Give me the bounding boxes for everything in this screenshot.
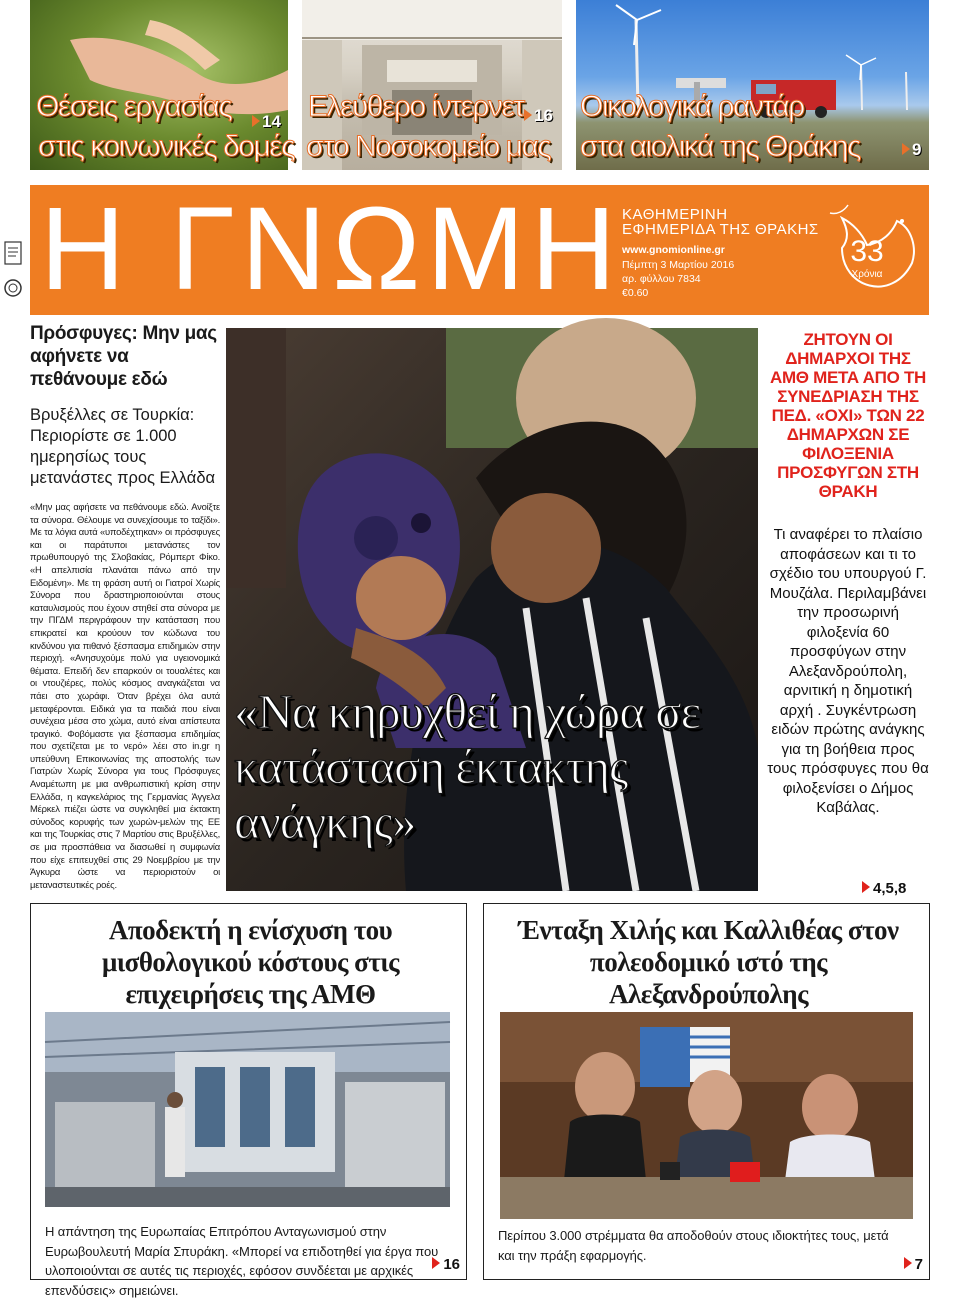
left-headline: Πρόσφυγες: Μην μας αφήνετε να πεθάνουμε εδώ	[30, 323, 217, 390]
tagline-1: ΚΑΘΗΜΕΡΙΝΗ	[622, 206, 728, 223]
urban-plan-page-ref[interactable]	[904, 1256, 923, 1273]
wages-page: 16	[443, 1256, 460, 1273]
page-arrow-icon	[904, 1257, 912, 1269]
bottom-article-wages[interactable]	[30, 903, 467, 1298]
right-pages-label: 4,5,8	[873, 880, 907, 897]
left-subhead: Βρυξέλλες σε Τουρκία: Περιορίστε σε 1.000 ημερησίως τους μετανάστες προς Ελλάδα	[30, 406, 216, 487]
anniversary-years: 33	[850, 235, 884, 268]
price: €0.60	[622, 287, 649, 299]
bottom-article-urban-plan[interactable]	[483, 903, 930, 1280]
anniversary-label: Χρόνια	[851, 269, 883, 280]
wages-summary: Η απάντηση της Ευρωπαίας Επιτρόπου Ανταγωνισμού στην Ευρωβουλευτή Μαρία Σπυράκη. «Μπορεί να επιδοτηθεί για έργα που υλοποιούνται σε αυτές τις περιοχές, εφόσον συνδέεται με αρχικές επενδύσεις» σημειώνει.	[45, 1224, 439, 1298]
right-headline: ΖΗΤΟΥΝ ΟΙ ΔΗΜΑΡΧΟΙ ΤΗΣ ΑΜΘ ΜΕΤΑ ΑΠΟ ΤΗ ΣΥΝΕΔΡΙΑΣΗ ΤΗΣ ΠΕΔ. «ΟΧΙ» ΤΩΝ 22 ΔΗΜΑΡΧΩΝ ΣΕ ΦΙΛΟΞΕΝΙΑ ΠΡΟΣΦΥΓΩΝ ΣΤΗ ΘΡΑΚΗ	[769, 330, 927, 501]
factory-photo	[45, 1012, 450, 1207]
page-arrow-icon	[432, 1257, 440, 1269]
website-link[interactable]: www.gnomionline.gr	[622, 244, 725, 256]
teaser-radar[interactable]	[576, 0, 929, 170]
teaser-line-2: στα αιολικά της Θράκης	[580, 130, 860, 163]
lead-story-photo[interactable]	[226, 328, 758, 891]
teaser-line-1: Οικολογικά ραντάρ	[580, 90, 804, 123]
tagline-2: ΕΦΗΜΕΡΙΔΑ ΤΗΣ ΘΡΑΚΗΣ	[622, 221, 819, 238]
teaser-internet[interactable]	[302, 0, 562, 170]
urban-plan-summary: Περίπου 3.000 στρέμματα θα αποδοθούν στους ιδιοκτήτες τους, μετά και την πράξη εφαρμογής.	[498, 1228, 889, 1263]
wages-page-ref[interactable]	[432, 1256, 460, 1273]
left-column-article[interactable]	[30, 322, 220, 891]
right-page-ref[interactable]	[862, 880, 906, 897]
press-conference-photo	[500, 1012, 913, 1219]
masthead-info	[622, 207, 819, 300]
right-column-article[interactable]	[766, 330, 930, 818]
issue-number: αρ. φύλλου 7834	[622, 273, 701, 285]
page-arrow-icon	[862, 881, 870, 893]
teaser-page: 9	[902, 140, 921, 160]
urban-plan-headline: Ένταξη Χιλής και Καλλιθέας στον πολεοδομικό ιστό της Αλεξανδρούπολης	[518, 915, 899, 1009]
right-body-text: Τι αναφέρει το πλαίσιο αποφάσεων και τι το σχέδιο του υπουργού Γ. Μουζάλα. Περιλαμβάνει την προσωρινή φιλοξενία 60 προσφύγων στην Αλεξανδρούπολη, αρνιτική η δημοτική αρχή . Συγκέντρωση ειδών πρώτης ανάγκης για τη βοήθεια προς τους πρόσφυγες που θα φιλοξενίσει ο Δήμος Καβάλας.	[767, 526, 929, 816]
wages-headline: Αποδεκτή η ενίσχυση του μισθολογικού κόστους στις επιχειρήσεις της ΑΜΘ	[101, 915, 400, 1009]
teaser-line-2: στο Νοσοκομείο μας	[306, 130, 551, 163]
masthead	[30, 185, 929, 315]
lead-quote-headline: «Να κηρυχθεί η χώρα σε κατάσταση έκτακτης ανάγκης»	[234, 684, 701, 849]
newspaper-title[interactable]: Η ΓΝΩΜΗ	[40, 183, 622, 315]
side-stamp-icon	[2, 240, 24, 310]
left-body-text: «Μην μας αφήσετε να πεθάνουμε εδώ. Ανοίξτε τα σύνορα. Θέλουμε να συνεχίσουμε το ταξίδι». Με τα λόγια αυτά «υποδέχτηκαν» οι πρόσφυγες και οι παράτυποι μετανάστες τον πρωθυπουργό της Σλοβακίας, Ρόμπερτ Φίκο. «Η απελπισία πλανάται πάνω από την Ειδομένη». Με τη φράση αυτή οι Γιατροί Χωρίς Σύνορα που δραστηριοποιούνται στους καταυλισμούς που έχουν στηθεί στα σύνορα με την ΠΓΔΜ περιγράφουν την κατάσταση που επικρατεί και κρούουν τον κώδωνα του κινδύνου για πιθανό ξέσπασμα επιδημιών στην περιοχή. «Ανησυχούμε πολύ για υγειονομικά θέματα. Επειδή δεν επαρκούν οι τουαλέτες και οι ντουζιέρες, πολύς κόσμος αναγκάζεται να πάει στο χωράφι. Όταν βρέχει όλα αυτά μεταφέρονται. Ειδικά για τα παιδιά που είναι συνέχεια μέσα στο χώμα, αυτό είναι απίστευτα τραγικό. Φοβόμαστε για ξέσπασμα επιδημίας που σχετίζεται με το νερό» λέει στο in.gr η υπεύθυνη Επικοινωνίας της αποστολής των Γιατρών Χωρίς Σύνορα για τους Πρόσφυγες Αναμέτωπη με μια ανθρωπιστική κρίση στην Ελλάδα, η καγκελάριος της Γερμανίας Άγγελα Μέρκελ πιέζει ώστε να συγκληθεί μια έκτακτη σύνοδος κορυφής των χωρών-μελών της ΕΕ και της Τουρκίας στις 7 Μαρτίου στις Βρυξέλλες, σε μια προσπάθεια να διασωθεί η συμφωνία που είχε επιτευχθεί στις 29 Νοεμβρίου με την Άγκυρα ώστε να περιοριστούν οι μεταναστευτικές ροές.	[30, 501, 220, 890]
teaser-page: 16	[524, 106, 553, 126]
teaser-page: 14	[252, 112, 281, 132]
teaser-line-2: στις κοινωνικές δομές	[38, 130, 295, 163]
urban-plan-page: 7	[914, 1256, 923, 1273]
teaser-line-1: Θέσεις εργασίας	[36, 90, 232, 123]
teaser-line-1: Ελεύθερο ίντερνετ	[308, 90, 524, 123]
teaser-jobs[interactable]	[30, 0, 295, 170]
issue-date: Πέμπτη 3 Μαρτίου 2016	[622, 259, 735, 271]
